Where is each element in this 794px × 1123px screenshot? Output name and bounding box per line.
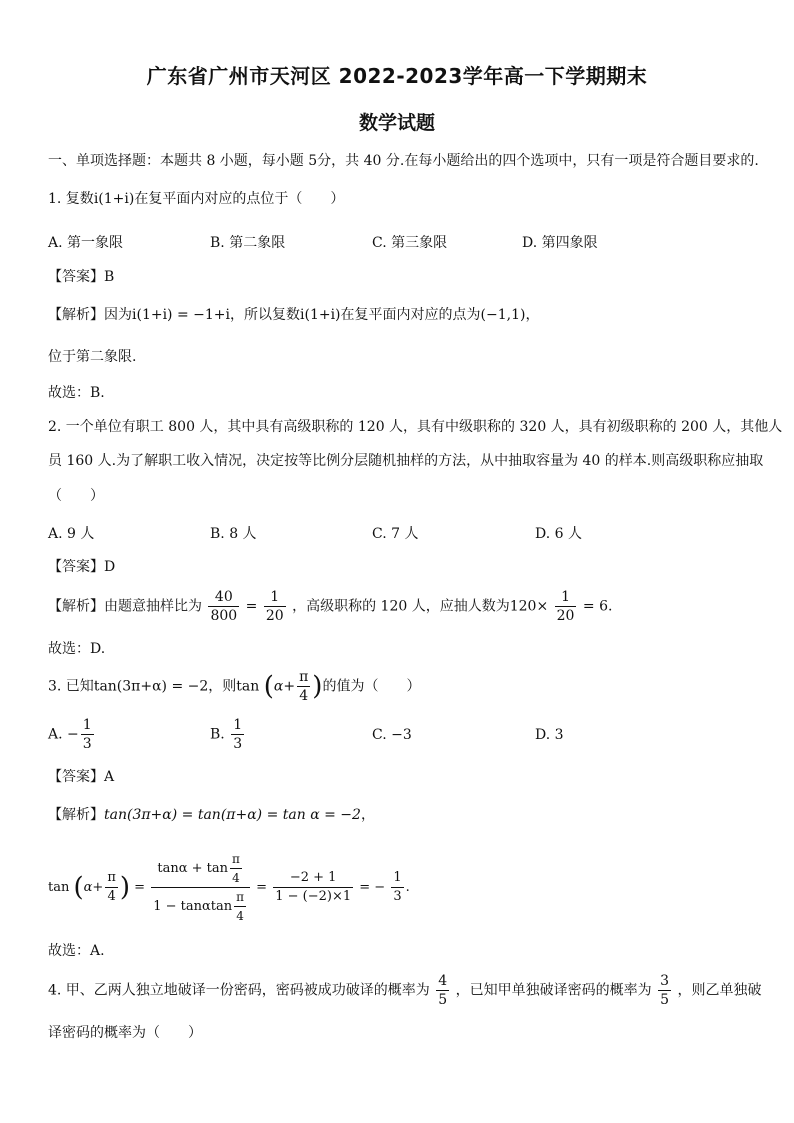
question-3-answer: 【答案】A — [48, 769, 115, 785]
document-subtitle: 数学试题 — [358, 112, 435, 134]
question-2-choice: 故选：D. — [48, 641, 106, 657]
option-b: B. 8 人 — [210, 526, 257, 542]
question-1-analysis: 【解析】因为i(1+i) = −1+i，所以复数i(1+i)在复平面内对应的点为(−1,1)， — [48, 307, 540, 323]
question-4-line2: 译密码的概率为（ ） — [48, 1025, 202, 1041]
question-1-answer: 【答案】B — [48, 269, 115, 285]
option-c: C. 7 人 — [372, 526, 419, 542]
option-b: B. 第二象限 — [210, 235, 286, 251]
question-1-analysis-line2: 位于第二象限. — [48, 349, 137, 365]
formula-main-fraction: tanα + tan $\frac{\pi}{4}$ 1 − tanαtan $\frac{\pi}{4}$ — [151, 850, 250, 925]
formula-second-fraction: $\frac{-2 + 1}{1 - (-2)\times 1}$ — [275, 870, 352, 904]
fraction-40-800: $\frac{40}{800}$ — [210, 589, 238, 624]
question-2-analysis: 【解析】由题意抽样比为 $\frac{40}{800}$ = $\frac{1}{20}$ ，高级职称的 120 人，应抽人数为120× $\frac{1}{20}$ = 6. — [48, 589, 613, 624]
question-3-formula: tan (α+ $\frac{\pi}{4}$ ) = tanα + tan $\frac{\pi}{4}$ 1 − tanαtan $\frac{\pi}{4}$ = $\frac{-2 + 1}{1 - (-2)\times 1}$ = − $\frac{1}{3}$ . — [48, 852, 410, 923]
question-4-line1: 4. 甲、乙两人独立地破译一份密码，密码被成功破译的概率为 $\frac{4}{5}$ ，已知甲单独破译密码的概率为 $\frac{3}{5}$ ，则乙单独破 — [48, 973, 762, 1008]
option-a: A. − $\frac{1}{3}$ — [48, 717, 92, 752]
fraction-pi-4: $\frac{\pi}{4}$ — [299, 669, 309, 704]
question-2-line2: 员 160 人.为了解职工收入情况，决定按等比例分层随机抽样的方法，从中抽取容量为 40 的样本.则高级职称应抽取 — [48, 453, 764, 469]
option-b: B. $\frac{1}{3}$ — [210, 717, 243, 752]
fraction-4-5: $\frac{4}{5}$ — [438, 973, 448, 1008]
fraction-1-20-b: $\frac{1}{20}$ — [556, 589, 575, 624]
question-3-stem: 3. 已知tan(3π+α) = −2，则tan (α+ $\frac{\pi}{4}$ )的值为（ ） — [48, 669, 421, 704]
option-d: D. 3 — [535, 727, 564, 743]
option-d: D. 第四象限 — [522, 235, 598, 251]
option-c: C. 第三象限 — [372, 235, 448, 251]
option-c: C. −3 — [372, 727, 412, 743]
section-heading: 一、单项选择题：本题共 8 小题，每小题 5分，共 40 分.在每小题给出的四个选项中，只有一项是符合题目要求的. — [48, 153, 759, 169]
fraction-3-5: $\frac{3}{5}$ — [660, 973, 670, 1008]
option-d: D. 6 人 — [535, 526, 582, 542]
question-3-choice: 故选：A. — [48, 943, 105, 959]
question-3-analysis: 【解析】tan(3π+α) = tan(π+α) = tan α = −2， — [48, 807, 375, 823]
question-2-line1: 2. 一个单位有职工 800 人，其中具有高级职称的 120 人，具有中级职称的 320 人，具有初级职称的 200 人，其他人 — [48, 419, 783, 435]
fraction-1-20: $\frac{1}{20}$ — [265, 589, 284, 624]
document-title: 广东省广州市天河区 2022-2023学年高一下学期期末 — [146, 64, 648, 88]
question-1-choice: 故选：B. — [48, 385, 105, 401]
question-1-stem: 1. 复数i(1+i)在复平面内对应的点位于（ ） — [48, 191, 345, 207]
question-2-line3: （ ） — [48, 488, 104, 504]
question-2-answer: 【答案】D — [48, 559, 116, 575]
option-a: A. 第一象限 — [48, 235, 124, 251]
option-a: A. 9 人 — [48, 526, 95, 542]
